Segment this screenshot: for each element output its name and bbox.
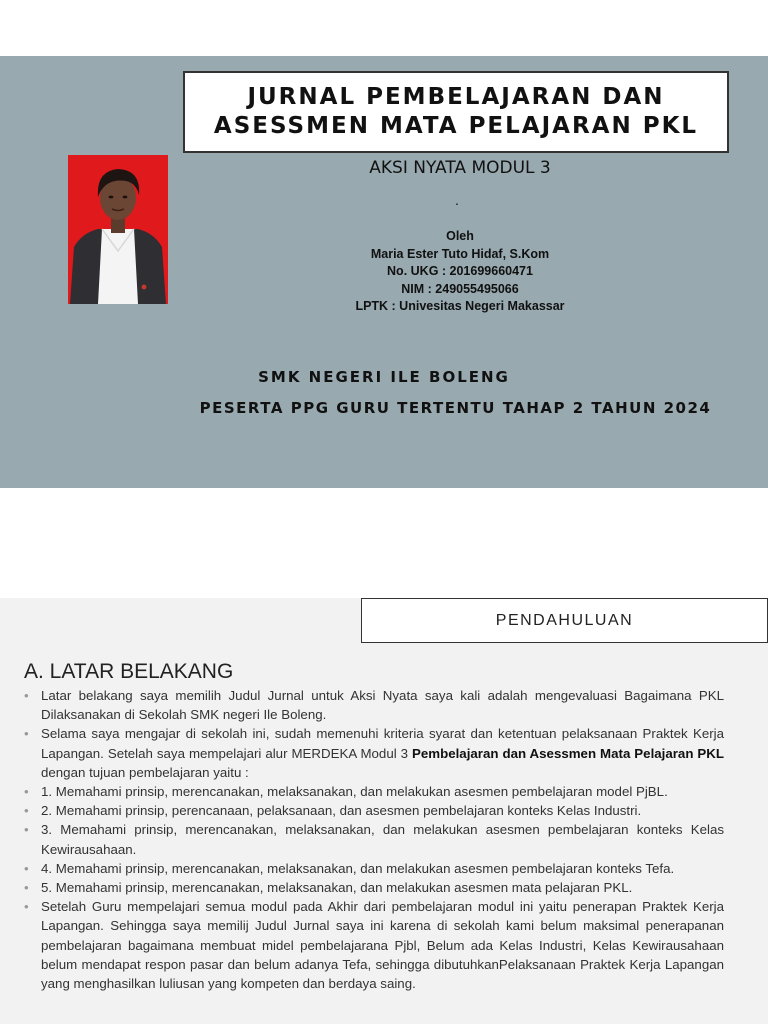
bullet-icon: •	[24, 899, 29, 915]
title-slide	[0, 56, 768, 488]
bullet-icon: •	[24, 860, 29, 876]
bullet-text: 5. Memahami prinsip, merencanakan, melaksanakan, dan melakukan asesmen mata pelajaran PKL.	[41, 880, 633, 896]
subtitle: AKSI NYATA MODUL 3	[369, 158, 551, 178]
introduction-slide	[0, 598, 768, 1024]
bullet-bold-text: Pembelajaran dan Asessmen Mata Pelajaran PKL	[412, 745, 724, 761]
bullet-icon: •	[24, 803, 29, 819]
title-line-1: JURNAL PEMBELAJARAN DAN	[247, 84, 665, 110]
bullet-text: Setelah Guru mempelajari semua modul pada Akhir dari pembelajaran modul ini yaitu penerapan Praktek Kerja Lapangan. Sehingga saya memilij Judul Jurnal saya ini karena di sekolah kami belum maksimal penerapanan pembelajaran bagaimana membuat midel pembelajarana Pjbl, Belum ada Kelas Industri, Kelas Kewirausahaan belum mendapat respon pasar dan belum adanya Tefa, sehingga dibutuhkanPelaksanaan Praktek Kerja Lapangan yang menghasilkan luliusan yang kompeten dan berdaya saing.	[41, 899, 724, 992]
bullet-text: 3. Memahami prinsip, merencanakan, melaksanakan, dan melakukan asesmen pembelajaran konteks Kelas Kewirausahaan.	[41, 822, 724, 857]
author-nim: NIM : 249055495066	[401, 281, 519, 296]
author-ukg: No. UKG : 201699660471	[387, 264, 533, 278]
list-item	[24, 724, 724, 782]
title-box	[183, 71, 729, 153]
author-photo	[68, 155, 168, 304]
bullet-text: 2. Memahami prinsip, perencanaan, pelaksanaan, dan asesmen pembelajaran konteks Kelas Industri.	[41, 803, 642, 819]
bullet-text: Selama saya mengajar di sekolah ini, sudah memenuhi kriteria syarat dan ketentuan pelaksanaan Praktek Kerja Lapangan. Setelah saya mempelajari alur MERDEKA Modul 3	[41, 726, 724, 761]
list-item	[24, 782, 724, 801]
list-item	[24, 859, 724, 878]
section-header-box	[361, 598, 768, 643]
bullet-icon: •	[24, 726, 29, 742]
bullet-icon: •	[24, 822, 29, 838]
school-name: SMK NEGERI ILE BOLENG	[258, 368, 510, 386]
bullet-text: 4. Memahami prinsip, merencanakan, melaksanakan, dan melakukan asesmen pembelajaran konteks Tefa.	[41, 860, 675, 876]
list-item	[24, 686, 724, 724]
bullet-icon: •	[24, 880, 29, 896]
bullet-list	[24, 686, 724, 993]
section-header: PENDAHULUAN	[495, 611, 634, 629]
list-item	[24, 897, 724, 993]
dot-separator: .	[455, 192, 459, 208]
bullet-icon: •	[24, 784, 29, 800]
list-item	[24, 801, 724, 820]
bullet-text: dengan tujuan pembelajaran yaitu :	[41, 764, 249, 780]
list-item	[24, 820, 724, 858]
author-lptk: LPTK : Univesitas Negeri Makassar	[355, 299, 565, 313]
author-info	[300, 228, 620, 316]
bullet-text: 1. Memahami prinsip, merencanakan, melaksanakan, dan melakukan asesmen pembelajaran model PjBL.	[41, 784, 668, 800]
list-item	[24, 878, 724, 897]
bullet-text: Latar belakang saya memilih Judul Jurnal untuk Aksi Nyata saya kali adalah mengevaluasi Bagaimana PKL Dilaksanakan di Sekolah SMK negeri Ile Boleng.	[41, 688, 724, 723]
section-title: A. LATAR BELAKANG	[24, 660, 234, 683]
author-by: Oleh	[446, 229, 474, 243]
title-line-2: ASESSMEN MATA PELAJARAN PKL	[213, 113, 699, 139]
author-name: Maria Ester Tuto Hidaf, S.Kom	[370, 246, 550, 261]
program-name: PESERTA PPG GURU TERTENTU TAHAP 2 TAHUN 2024	[199, 399, 712, 417]
bullet-icon: •	[24, 688, 29, 703]
